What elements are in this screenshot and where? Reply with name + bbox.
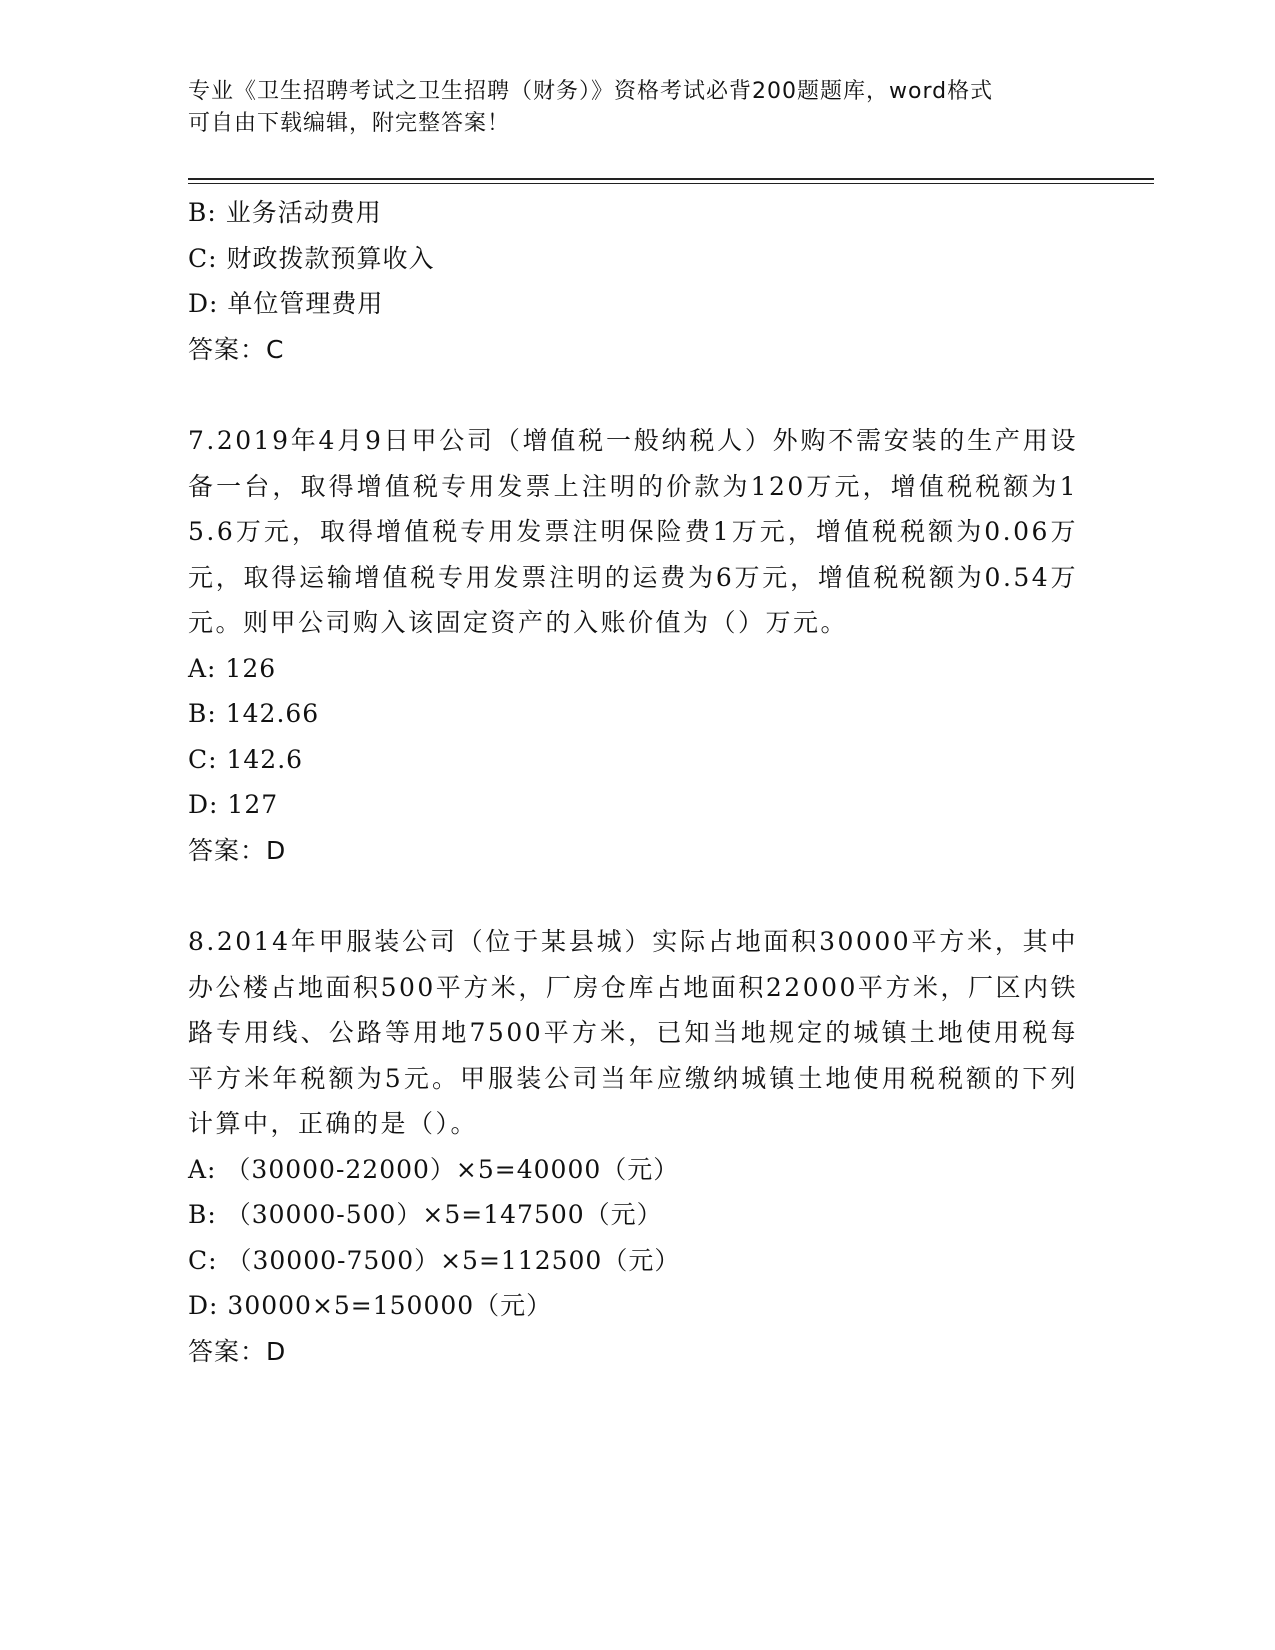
option-b: B: 业务活动费用: [188, 198, 382, 227]
question-8: [188, 919, 1078, 1374]
option-c: C: 财政拨款预算收入: [188, 243, 435, 273]
document-body: [188, 190, 1078, 1374]
option-c: C: （30000-7500）×5=112500（元）: [188, 1245, 681, 1275]
option-d: D: 单位管理费用: [188, 289, 384, 318]
answer-line: 答案：C: [188, 334, 285, 364]
option-d: D: 127: [188, 790, 279, 819]
option-b: B: （30000-500）×5=147500（元）: [188, 1200, 663, 1229]
header-line-1: 专业《卫生招聘考试之卫生招聘（财务）》资格考试必背200题题库，word格式: [188, 79, 994, 104]
header-divider-thin: [188, 183, 1154, 184]
option-a: A: （30000-22000）×5=40000（元）: [188, 1154, 680, 1184]
header-line-2: 可自由下载编辑，附完整答案！: [188, 111, 511, 136]
header-divider-thick: [188, 178, 1154, 180]
question-7: [188, 418, 1078, 873]
question-stem: 8.2014年甲服装公司（位于某县城）实际占地面积30000平方米，其中办公楼占地面积500平方米，厂房仓库占地面积22000平方米，厂区内铁路专用线、公路等用地7500平方米，已知当地规定的城镇土地使用税每平方米年税额为5元。甲服装公司当年应缴纳城镇土地使用税税额的下列计算中，正确的是（）。: [188, 927, 1078, 1138]
carryover-question: [188, 190, 1078, 372]
spacer: [188, 372, 1078, 418]
question-stem: 7.2019年4月9日甲公司（增值税一般纳税人）外购不需安装的生产用设备一台，取得增值税专用发票上注明的价款为120万元，增值税税额为15.6万元，取得增值税专用发票注明保险费1万元，增值税税额为0.06万元，取得运输增值税专用发票注明的运费为6万元，增值税税额为0.54万元。则甲公司购入该固定资产的入账价值为（）万元。: [188, 426, 1078, 637]
option-a: A: 126: [188, 653, 277, 683]
option-b: B: 142.66: [188, 699, 320, 728]
option-c: C: 142.6: [188, 744, 304, 774]
answer-line: 答案：D: [188, 835, 287, 865]
document-header: [188, 76, 1068, 140]
answer-line: 答案：D: [188, 1336, 287, 1366]
spacer: [188, 873, 1078, 919]
option-d: D: 30000×5=150000（元）: [188, 1291, 553, 1320]
